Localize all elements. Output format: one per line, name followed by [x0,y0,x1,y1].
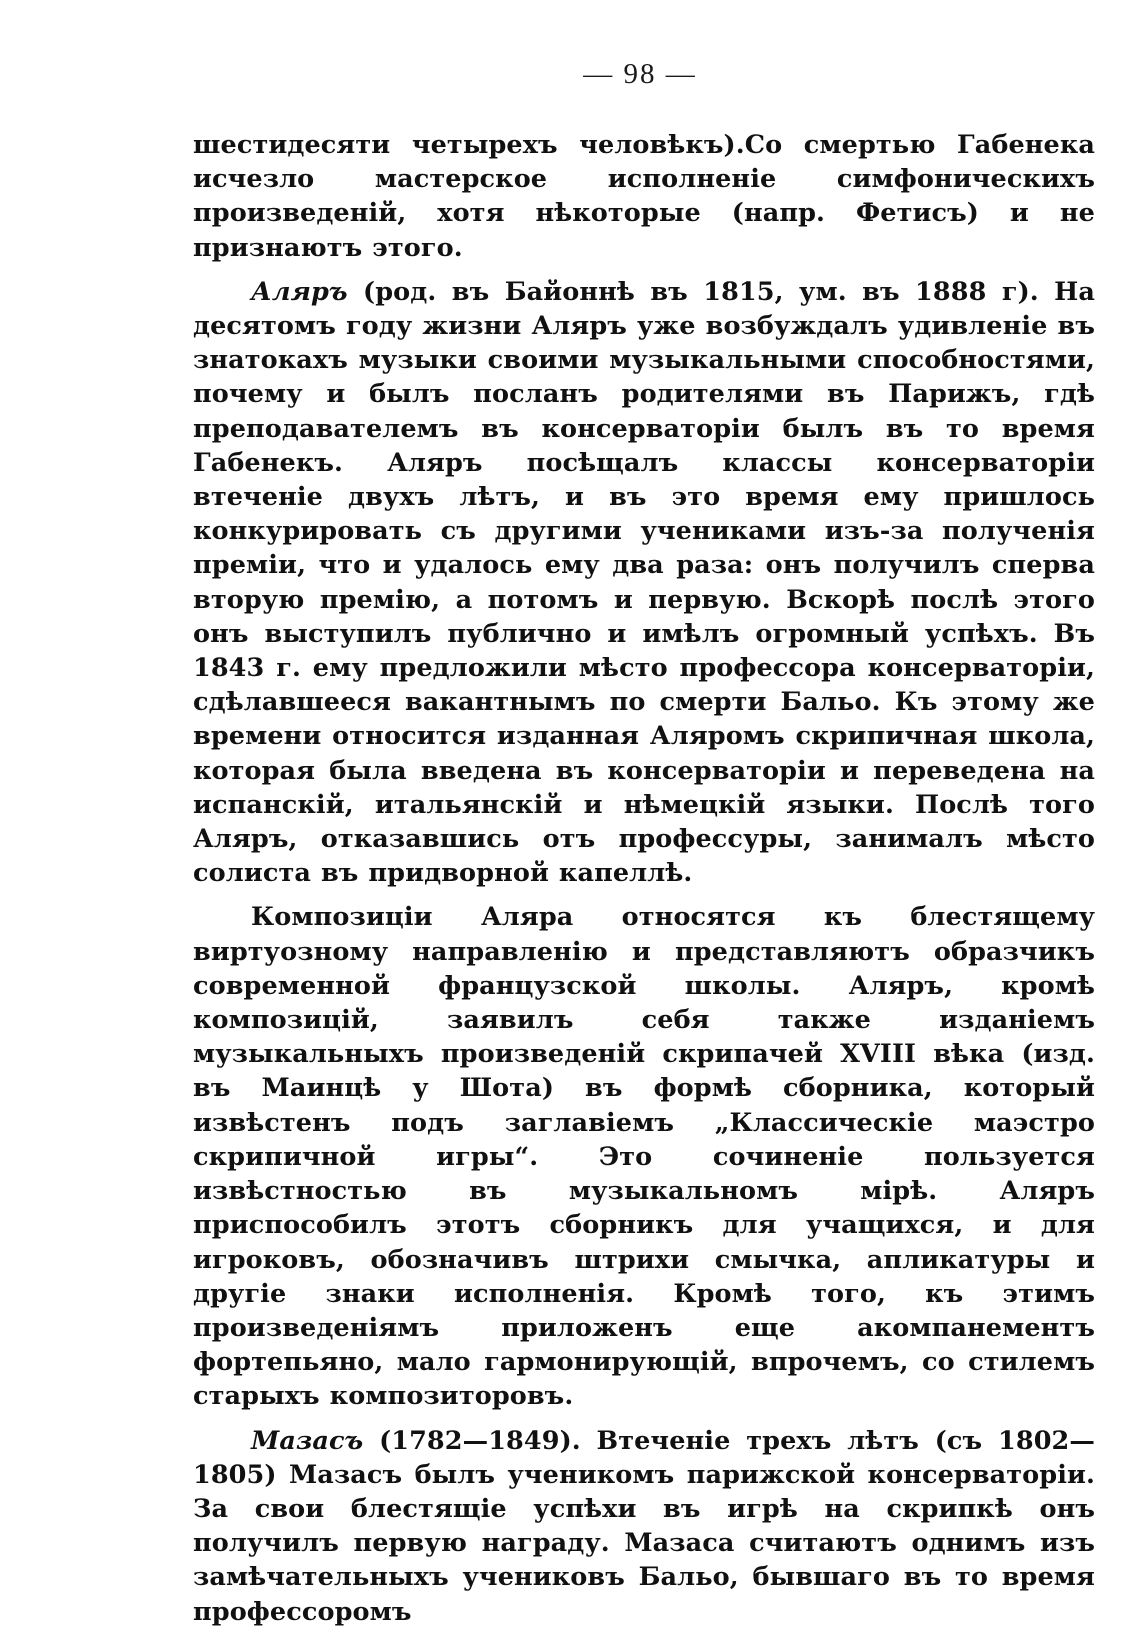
paragraph-continuation [193,128,1095,265]
paragraph-mazas [193,1424,1095,1629]
paragraph-text: (1782—1849). Втеченіе трехъ лѣтъ (съ 1802—1805) Мазасъ былъ ученикомъ парижской консерваторіи. За свои блестящіе успѣхи въ игрѣ на скрипкѣ онъ получилъ первую награду. Мазаса считаютъ однимъ изъ замѣчательныхъ учениковъ Бальо, бывшаго въ то время профессоромъ [193,1425,1095,1627]
text-column [193,128,1095,1629]
paragraph-alard [193,275,1095,891]
paragraph-text: Композиціи Аляра относятся къ блестящему виртуозному направленію и представляютъ образчикъ современной французской школы. Аляръ, кромѣ композицій, заявилъ себя также изданіемъ музыкальныхъ произведеній скрипачей XVIII вѣка (изд. въ Маинцѣ у Шота) въ формѣ сборника, который извѣстенъ подъ заглавіемъ „Классическіе маэстро скрипичной игры“. Это сочиненіе пользуется извѣстностью въ музыкальномъ мірѣ. Аляръ приспособилъ этотъ сборникъ для учащихся, и для игроковъ, обозначивъ штрихи смычка, апликатуры и другіе знаки исполненія. Кромѣ того, къ этимъ произведеніямъ приложенъ еще акомпанементъ фортепьяно, мало гармонирующій, впрочемъ, со стилемъ старыхъ композиторовъ. [193,902,1095,1412]
person-name-mazas: Мазасъ [251,1425,364,1456]
paragraph-text: шестидесяти четырехъ человѣкъ).Со смертью Габенека исчезло мастерское исполненіе симфоническихъ произведеній, хотя нѣкоторые (напр. Фетисъ) и не признаютъ этого. [193,130,1095,263]
page-number: — 98 — [583,58,697,90]
paragraph-alard-compositions [193,900,1095,1413]
person-name-alard: Аляръ [251,276,348,307]
paragraph-text: (род. въ Байоннѣ въ 1815, ум. въ 1888 г). На десятомъ году жизни Аляръ уже возбуждалъ удивленіе въ знатокахъ музыки своими музыкальными способностями, почему и былъ посланъ родителями въ Парижъ, гдѣ преподавателемъ въ консерваторіи былъ въ то время Габенекъ. Аляръ посѣщалъ классы консерваторіи втеченіе двухъ лѣтъ, и въ это время ему пришлось конкурировать съ другими учениками изъ-за полученія преміи, что и удалось ему два раза: онъ получилъ сперва вторую премію, а потомъ и первую. Вскорѣ послѣ этого онъ выступилъ публично и имѣлъ огромный успѣхъ. Въ 1843 г. ему предложили мѣсто профессора консерваторіи, сдѣлавшееся вакантнымъ по смерти Бальо. Къ этому же времени относится изданная Аляромъ скрипичная школа, которая была введена въ консерваторіи и переведена на испанскій, итальянскій и нѣмецкій языки. Послѣ того Аляръ, отказавшись отъ профессуры, занималъ мѣсто солиста въ придворной капеллѣ. [193,276,1095,889]
